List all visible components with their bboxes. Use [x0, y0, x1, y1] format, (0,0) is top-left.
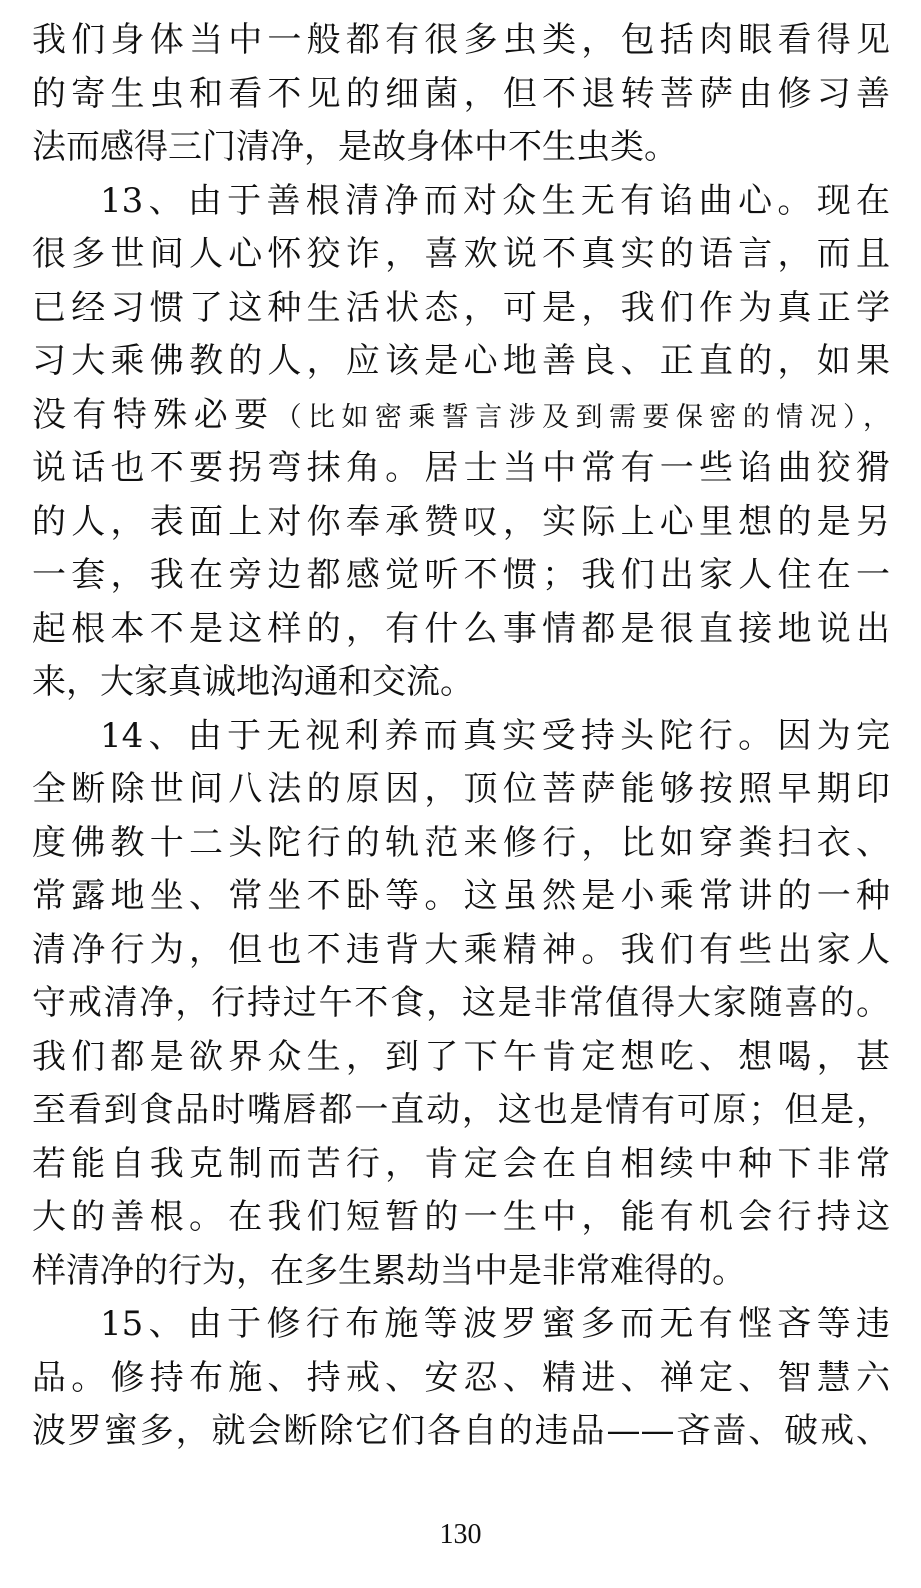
text-line-8 — [32, 389, 890, 443]
text-line-7: 习大乘佛教的人，应该是心地善良、正直的，如果 — [32, 341, 890, 381]
parenthetical-note: （比如密乘誓言涉及到需要保密的情况）， — [274, 401, 890, 433]
text-line-14: 14、由于无视利养而真实受持头陀行。因为完 — [100, 715, 890, 756]
text-line-26: 品。修持布施、持戒、安忍、精进、禅定、智慧六 — [32, 1357, 890, 1398]
text-line-20: 我们都是欲界众生，到了下午肯定想吃、想喝，甚 — [32, 1036, 890, 1077]
text-line-1: 我们身体当中一般都有很多虫类，包括肉眼看得见 — [32, 20, 890, 60]
text-line-24: 样清净的行为，在多生累劫当中是非常难得的。 — [32, 1250, 746, 1291]
page-number: 130 — [439, 1519, 482, 1550]
text-line-6: 已经习惯了这种生活状态，可是，我们作为真正学 — [32, 287, 890, 328]
text-line-4: 13、由于善根清净而对众生无有谄曲心。现在 — [100, 180, 890, 221]
text-line-13: 来，大家真诚地沟通和交流。 — [32, 662, 474, 702]
text-line-11: 一套，我在旁边都感觉听不惯；我们出家人住在一 — [32, 555, 890, 595]
text-line-15: 全断除世间八法的原因，顶位菩萨能够按照早期印 — [32, 769, 890, 809]
text-line-25: 15、由于修行布施等波罗蜜多而无有悭吝等违 — [100, 1304, 890, 1344]
body-text — [32, 14, 890, 1459]
text-line-18: 清净行为，但也不违背大乘精神。我们有些出家人 — [32, 929, 890, 970]
text-line-21: 至看到食品时嘴唇都一直动，这也是情有可原；但是， — [32, 1090, 890, 1130]
text-line-19: 守戒清净，行持过午不食，这是非常值得大家随喜的。 — [32, 983, 890, 1023]
text-line-17: 常露地坐、常坐不卧等。这虽然是小乘常讲的一种 — [32, 876, 890, 916]
text-line-10: 的人，表面上对你奉承赞叹，实际上心里想的是另 — [32, 501, 890, 542]
text-line-9: 说话也不要拐弯抹角。居士当中常有一些谄曲狡猾 — [32, 448, 890, 488]
text-line-23: 大的善根。在我们短暂的一生中，能有机会行持这 — [32, 1197, 890, 1237]
text-line-8-main: 没有特殊必要 — [32, 394, 275, 435]
text-line-12: 起根本不是这样的，有什么事情都是很直接地说出 — [32, 608, 890, 649]
text-line-22: 若能自我克制而苦行，肯定会在自相续中种下非常 — [32, 1143, 890, 1184]
text-line-2: 的寄生虫和看不见的细菌，但不退转菩萨由修习善 — [32, 73, 890, 114]
text-line-16: 度佛教十二头陀行的轨范来修行，比如穿粪扫衣、 — [32, 822, 890, 863]
text-line-5: 很多世间人心怀狡诈，喜欢说不真实的语言，而且 — [32, 234, 890, 274]
text-line-27: 波罗蜜多，就会断除它们各自的违品——吝啬、破戒、 — [32, 1411, 890, 1451]
text-line-3: 法而感得三门清净，是故身体中不生虫类。 — [32, 127, 678, 167]
